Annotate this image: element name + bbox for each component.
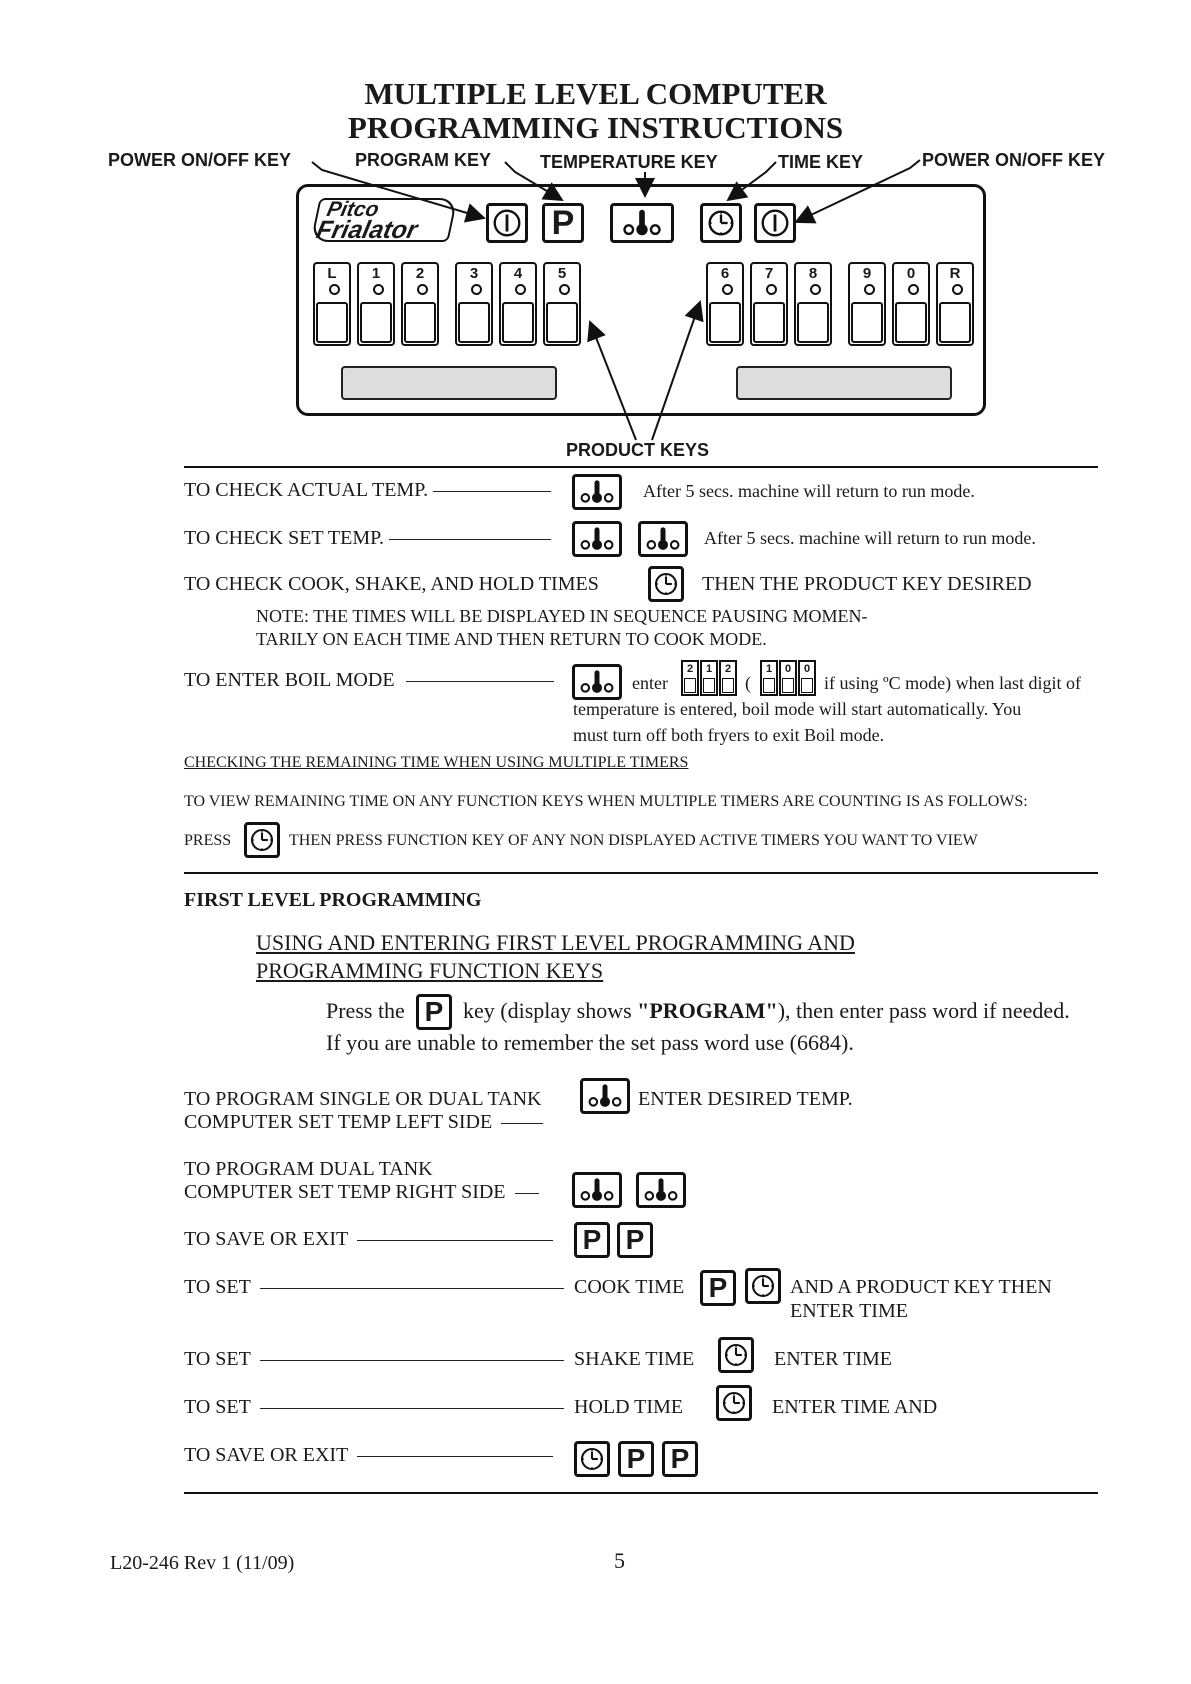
thermometer-icon [575, 667, 619, 697]
product-key-label: R [949, 265, 961, 282]
indicator-light [417, 284, 428, 295]
thermometer-icon [613, 206, 671, 240]
leader-line [260, 1288, 564, 1289]
digit-key: 2 [681, 660, 699, 696]
product-key-L[interactable] [313, 262, 351, 346]
boil-enter: enter [632, 673, 668, 693]
time-key[interactable] [700, 203, 742, 243]
program-key: P [574, 1222, 610, 1258]
leader-line [357, 1456, 553, 1457]
press-instruction: key (display shows "PROGRAM"), then enter pass word if needed. [463, 998, 1070, 1023]
temperature-key [638, 521, 688, 557]
check-actual-note: After 5 secs. machine will return to run mode. [643, 481, 975, 501]
product-key-label: 4 [513, 265, 523, 282]
time-key [574, 1441, 610, 1477]
product-key-2[interactable] [401, 262, 439, 346]
product-key-5[interactable] [543, 262, 581, 346]
leader-line [433, 491, 551, 492]
clock-icon [719, 1388, 749, 1418]
program-key: P [416, 994, 452, 1030]
product-key-7[interactable] [750, 262, 788, 346]
divider [184, 872, 1098, 874]
label-power-right: POWER ON/OFF KEY [922, 150, 1106, 170]
shake-item: SHAKE TIME [574, 1348, 695, 1370]
dual-right-line2-row [184, 1181, 539, 1204]
leader-line [406, 681, 554, 682]
digit-key: 1 [760, 660, 778, 696]
password-note: If you are unable to remember the set pass word use (6684). [326, 1030, 854, 1055]
single-dual-line1: TO PROGRAM SINGLE OR DUAL TANK [184, 1088, 542, 1110]
product-key-label: 1 [371, 265, 381, 282]
display-right [736, 366, 952, 400]
temperature-key [580, 1078, 630, 1114]
check-set-note: After 5 secs. machine will return to run mode. [704, 528, 1036, 548]
save-exit-2-row [184, 1444, 553, 1467]
cook-item: COOK TIME [574, 1276, 685, 1298]
logo-line1: Pitco [324, 198, 382, 221]
product-key-9[interactable] [848, 262, 886, 346]
clock-icon [721, 1340, 751, 1370]
indicator-light [722, 284, 733, 295]
times-note-line1: NOTE: THE TIMES WILL BE DISPLAYED IN SEQUENCE PAUSING MOMEN- [256, 606, 868, 626]
time-key [745, 1268, 781, 1304]
product-key-label: 2 [415, 265, 425, 282]
product-key-button [316, 302, 348, 343]
temperature-key [572, 664, 622, 700]
temperature-key [572, 474, 622, 510]
page-title-line2: PROGRAMMING INSTRUCTIONS [347, 110, 844, 145]
indicator-light [952, 284, 963, 295]
logo-line2: Frialator [313, 216, 420, 244]
label-program-key: PROGRAM KEY [355, 150, 492, 170]
leader-line [389, 539, 551, 540]
first-level-heading: FIRST LEVEL PROGRAMMING [184, 889, 482, 911]
indicator-light [908, 284, 919, 295]
dual-right-line2: COMPUTER SET TEMP RIGHT SIDE [184, 1181, 506, 1203]
product-key-button [753, 302, 785, 343]
power-icon [489, 206, 525, 240]
program-key: P [617, 1222, 653, 1258]
product-key-button [404, 302, 436, 343]
indicator-light [471, 284, 482, 295]
indicator-light [373, 284, 384, 295]
cook-label: TO SET [184, 1276, 251, 1298]
leader-line [357, 1240, 553, 1241]
leader-line [260, 1408, 564, 1409]
thermometer-icon [575, 477, 619, 507]
leader-line [501, 1123, 543, 1124]
clock-icon [748, 1271, 778, 1301]
shake-row [184, 1348, 564, 1371]
product-key-label: 9 [862, 265, 872, 282]
thermometer-icon [575, 1175, 619, 1205]
product-key-label: 6 [720, 265, 730, 282]
product-key-0[interactable] [892, 262, 930, 346]
product-key-label: 8 [808, 265, 818, 282]
clock-icon [703, 206, 739, 240]
boil-tail: if using ºC mode) when last digit of [824, 673, 1082, 693]
hold-label: TO SET [184, 1396, 251, 1418]
page-title-line1: MULTIPLE LEVEL COMPUTER [364, 76, 827, 111]
temperature-key [572, 521, 622, 557]
time-key [648, 566, 684, 602]
multi-timers-text: TO VIEW REMAINING TIME ON ANY FUNCTION KEYS WHEN MULTIPLE TIMERS ARE COUNTING IS AS FOLLOWS: [184, 793, 1028, 810]
digit-key: 2 [719, 660, 737, 696]
product-key-label: 0 [906, 265, 916, 282]
product-key-button [895, 302, 927, 343]
indicator-light [864, 284, 875, 295]
product-key-label: 7 [764, 265, 774, 282]
clock-icon [577, 1444, 607, 1474]
row-check-set [184, 527, 551, 550]
cook-row [184, 1276, 564, 1299]
indicator-light [810, 284, 821, 295]
save-exit-1-label: TO SAVE OR EXIT [184, 1228, 348, 1250]
row-boil [184, 669, 554, 692]
indicator-light [329, 284, 340, 295]
single-dual-line2-row [184, 1111, 543, 1134]
multi-timers-heading: CHECKING THE REMAINING TIME WHEN USING MULTIPLE TIMERS [184, 754, 689, 771]
label-product-keys: PRODUCT KEYS [566, 440, 710, 460]
product-key-label: L [327, 265, 337, 282]
product-key-6[interactable] [706, 262, 744, 346]
check-actual-label: TO CHECK ACTUAL TEMP. [184, 479, 429, 501]
digit-key: 1 [700, 660, 718, 696]
check-times-after: THEN THE PRODUCT KEY DESIRED [702, 573, 1032, 595]
press-label: PRESS [184, 832, 232, 849]
thermometer-icon [641, 524, 685, 554]
hold-item: HOLD TIME [574, 1396, 684, 1418]
indicator-light [515, 284, 526, 295]
time-key [716, 1385, 752, 1421]
thermometer-icon [575, 524, 619, 554]
power-key-right[interactable] [754, 203, 796, 243]
indicator-light [766, 284, 777, 295]
single-dual-after: ENTER DESIRED TEMP. [638, 1088, 853, 1110]
clock-icon [651, 569, 681, 599]
power-key-left[interactable] [486, 203, 528, 243]
check-times-label: TO CHECK COOK, SHAKE, AND HOLD TIMES [184, 573, 599, 595]
press-after: THEN PRESS FUNCTION KEY OF ANY NON DISPLAYED ACTIVE TIMERS YOU WANT TO VIEW [289, 832, 978, 849]
temperature-key [572, 1172, 622, 1208]
clock-icon [247, 825, 277, 855]
boil-label: TO ENTER BOIL MODE [184, 669, 395, 691]
program-key[interactable]: P [542, 203, 584, 243]
divider [184, 466, 1098, 468]
thermometer-icon [639, 1175, 683, 1205]
shake-after: ENTER TIME [774, 1348, 892, 1370]
display-left [341, 366, 557, 400]
product-key-button [458, 302, 490, 343]
product-key-3[interactable] [455, 262, 493, 346]
row-check-actual [184, 479, 551, 502]
leader-line [515, 1193, 539, 1194]
label-temperature-key: TEMPERATURE KEY [540, 152, 718, 172]
digit-key: 0 [798, 660, 816, 696]
footer-doc-id: L20-246 Rev 1 (11/09) [110, 1552, 295, 1574]
product-key-1[interactable] [357, 262, 395, 346]
time-key [718, 1337, 754, 1373]
save-exit-2-label: TO SAVE OR EXIT [184, 1444, 348, 1466]
cook-after1: AND A PRODUCT KEY THEN [790, 1276, 1052, 1298]
pitco-frialator-logo [310, 198, 457, 242]
shake-label: TO SET [184, 1348, 251, 1370]
product-key-button [502, 302, 534, 343]
save-exit-1-row [184, 1228, 553, 1251]
single-dual-line2: COMPUTER SET TEMP LEFT SIDE [184, 1111, 493, 1133]
product-key-8[interactable] [794, 262, 832, 346]
first-level-subheading-line1: USING AND ENTERING FIRST LEVEL PROGRAMMING AND [256, 930, 855, 955]
program-key: P [618, 1441, 654, 1477]
check-set-label: TO CHECK SET TEMP. [184, 527, 385, 549]
leader-line [260, 1360, 564, 1361]
program-key: P [700, 1270, 736, 1306]
thermometer-icon [583, 1081, 627, 1111]
power-icon [757, 206, 793, 240]
product-key-button [851, 302, 883, 343]
label-power-left: POWER ON/OFF KEY [108, 150, 292, 170]
product-key-button [546, 302, 578, 343]
divider [184, 1492, 1098, 1494]
press-pre: Press the [326, 998, 405, 1023]
product-key-R[interactable] [936, 262, 974, 346]
boil-line2: temperature is entered, boil mode will start automatically. You [573, 699, 1022, 719]
cook-after2: ENTER TIME [790, 1300, 908, 1322]
times-note-line2: TARILY ON EACH TIME AND THEN RETURN TO COOK MODE. [256, 629, 767, 649]
product-key-4[interactable] [499, 262, 537, 346]
indicator-light [559, 284, 570, 295]
boil-open-paren: ( [745, 673, 751, 693]
dual-right-line1: TO PROGRAM DUAL TANK [184, 1158, 433, 1180]
digit-key: 0 [779, 660, 797, 696]
program-key: P [662, 1441, 698, 1477]
product-key-button [709, 302, 741, 343]
first-level-subheading-line2: PROGRAMMING FUNCTION KEYS [256, 958, 604, 983]
product-key-button [797, 302, 829, 343]
hold-row [184, 1396, 564, 1419]
product-key-button [939, 302, 971, 343]
product-key-label: 3 [469, 265, 479, 282]
label-time-key: TIME KEY [778, 152, 864, 172]
product-key-label: 5 [557, 265, 567, 282]
hold-after: ENTER TIME AND [772, 1396, 938, 1418]
boil-line3: must turn off both fryers to exit Boil mode. [573, 725, 885, 745]
temperature-key [636, 1172, 686, 1208]
footer-page-number: 5 [614, 1548, 625, 1573]
time-key [244, 822, 280, 858]
product-key-button [360, 302, 392, 343]
temperature-key[interactable] [610, 203, 674, 243]
